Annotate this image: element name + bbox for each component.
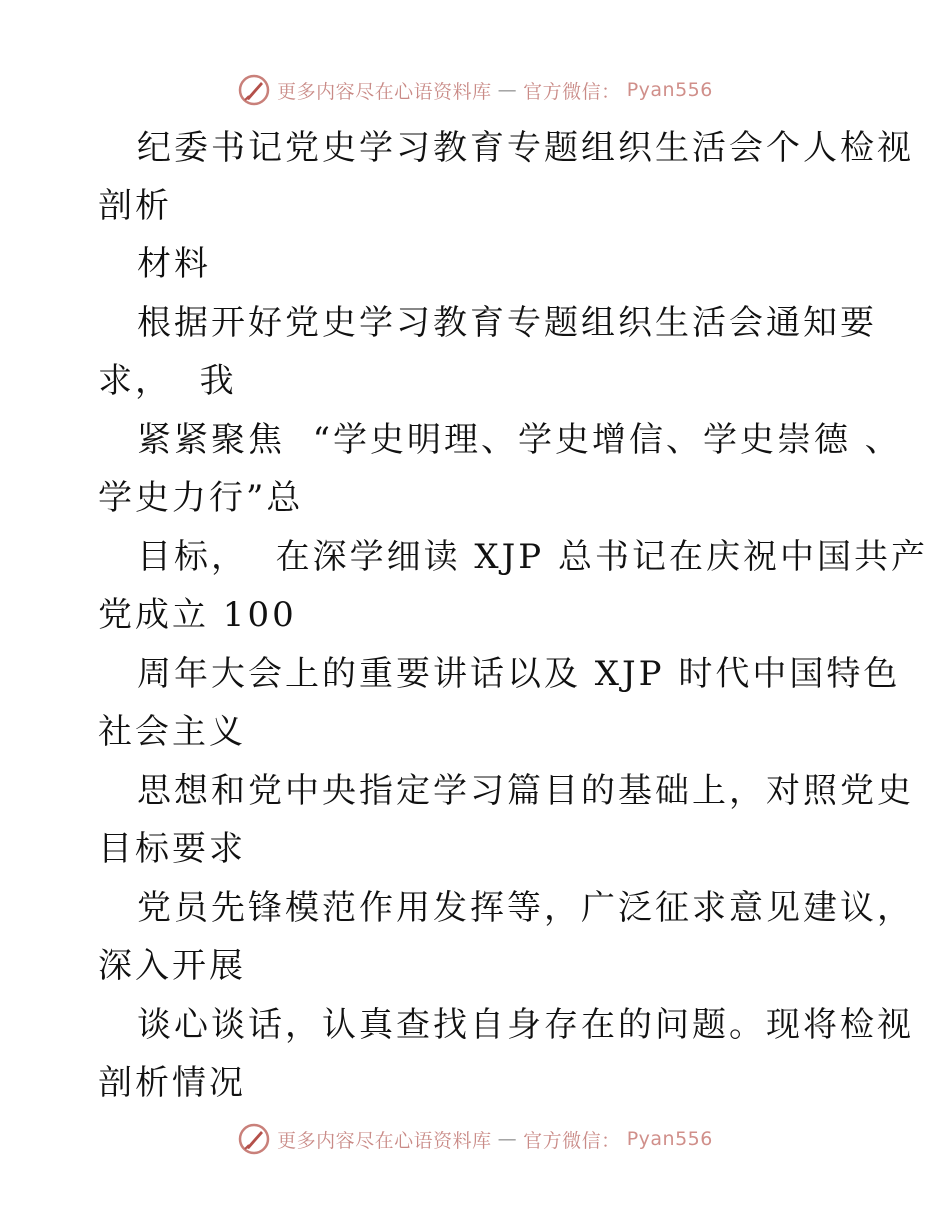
- text-line: 纪委书记党史学习教育专题组织生活会个人检视: [137, 128, 914, 168]
- text-line: 思想和党中央指定学习篇目的基础上，对照党史: [137, 771, 914, 811]
- watermark-separator: —: [497, 1128, 518, 1150]
- footer-watermark: [0, 1119, 950, 1159]
- text-line: 材料: [137, 244, 211, 284]
- watermark-separator: —: [497, 79, 518, 101]
- watermark-wechat-id: Pyan556: [626, 79, 713, 101]
- text-line: 剖析情况: [98, 1063, 246, 1103]
- text-line: 谈心谈话，认真查找自身存在的问题。现将检视: [137, 1005, 914, 1045]
- text-line: 党成立 100: [98, 595, 297, 635]
- watermark-wechat-id: Pyan556: [626, 1128, 713, 1150]
- quill-logo-icon: [237, 73, 271, 107]
- text-line: 周年大会上的重要讲话以及 XJP 时代中国特色: [137, 654, 901, 694]
- text-line: 深入开展: [98, 946, 246, 986]
- text-line: 剖析: [98, 186, 172, 226]
- watermark-text: 更多内容尽在心语资料库: [277, 80, 492, 103]
- text-line: 学史力行”总: [98, 478, 304, 518]
- text-line: 党员先锋模范作用发挥等，广泛征求意见建议，: [137, 888, 914, 928]
- text-line: 紧紧聚焦 “学史明理、学史增信、学史崇德 、: [137, 420, 902, 460]
- watermark-text: 更多内容尽在心语资料库: [277, 1129, 492, 1152]
- text-line: 目标要求: [98, 829, 246, 869]
- watermark-wechat-label: 官方微信：: [523, 80, 621, 103]
- text-line: 社会主义: [98, 712, 246, 752]
- watermark-wechat-label: 官方微信：: [523, 1129, 621, 1152]
- text-line: 目标， 在深学细读 XJP 总书记在庆祝中国共产: [137, 537, 928, 577]
- header-watermark: [0, 70, 950, 110]
- text-line: 求， 我: [98, 361, 237, 401]
- text-line: 根据开好党史学习教育专题组织生活会通知要: [137, 303, 877, 343]
- quill-logo-icon: [237, 1122, 271, 1156]
